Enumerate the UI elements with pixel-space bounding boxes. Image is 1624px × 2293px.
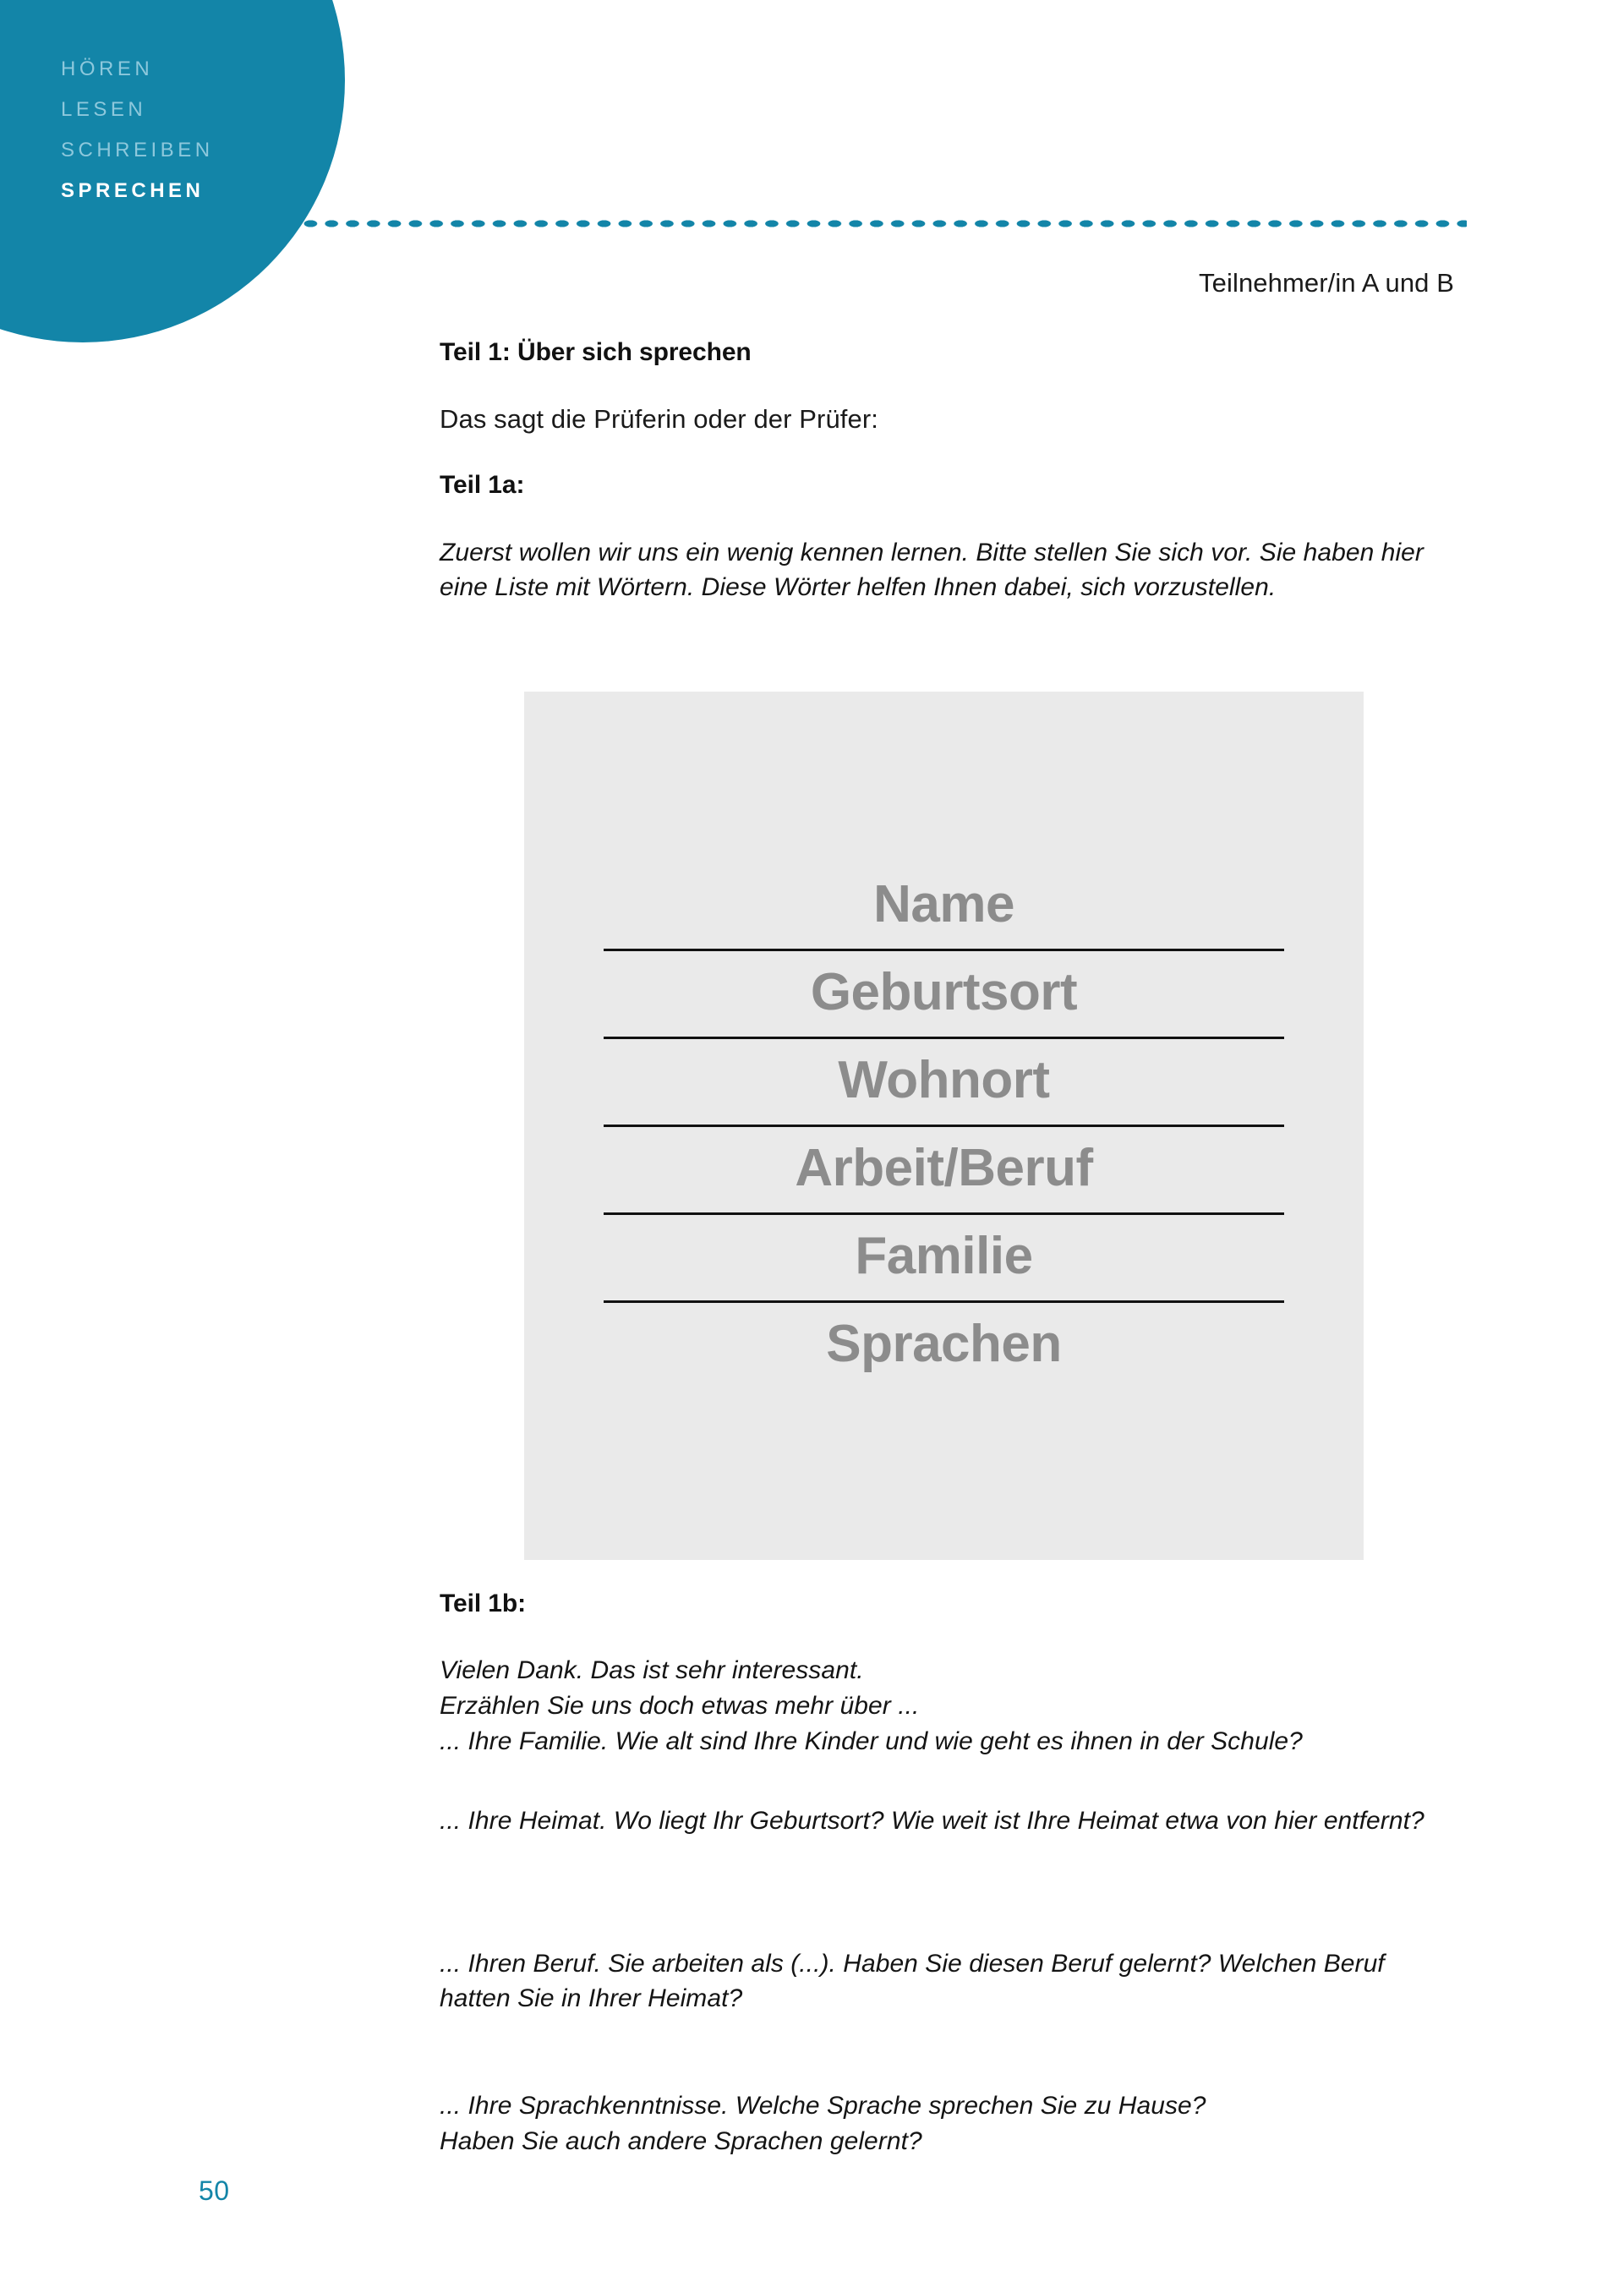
part-1a-instruction: Zuerst wollen wir uns ein wenig kennen lernen. Bitte stellen Sie sich vor. Sie haben hier eine Liste mit Wörtern. Diese Wörter helfen Ihnen dabei, sich vorzustellen. [440, 539, 1424, 602]
skill-item-lesen: LESEN [61, 98, 147, 121]
skill-list [61, 59, 214, 201]
word-item-name: Name [873, 875, 1014, 933]
part-1b-paragraph-heimat: ... Ihre Heimat. Wo liegt Ihr Geburtsort? Wie weit ist Ihre Heimat etwa von hier entfernt? [440, 1807, 1424, 1835]
part-1b-line-3: ... Ihre Familie. Wie alt sind Ihre Kinder und wie geht es ihnen in der Schule? [440, 1727, 1303, 1755]
skill-item-hoeren: HÖREN [61, 57, 154, 80]
examiner-intro-text: Das sagt die Prüferin oder der Prüfer: [440, 404, 878, 434]
dotted-divider [300, 218, 1467, 229]
part-1a-heading: Teil 1a: [440, 471, 525, 499]
word-item-arbeit-beruf: Arbeit/Beruf [795, 1139, 1093, 1197]
word-item-geburtsort: Geburtsort [810, 963, 1078, 1021]
part-1b-line-2: Erzählen Sie uns doch etwas mehr über ... [440, 1692, 920, 1720]
skill-item-schreiben: SCHREIBEN [61, 139, 214, 161]
part-1b-line-1: Vielen Dank. Das ist sehr interessant. [440, 1656, 864, 1684]
page-number: 50 [199, 2175, 230, 2206]
skill-item-sprechen: SPRECHEN [61, 179, 205, 202]
part-1b-final-line-1: ... Ihre Sprachkenntnisse. Welche Sprache sprechen Sie zu Hause? [440, 2092, 1206, 2120]
part-1b-heading: Teil 1b: [440, 1590, 526, 1617]
word-item-wohnort: Wohnort [838, 1051, 1050, 1109]
word-list-box [524, 692, 1364, 1560]
word-item-familie: Familie [855, 1227, 1033, 1285]
word-item-sprachen: Sprachen [826, 1315, 1062, 1373]
part-1b-paragraph-beruf: ... Ihren Beruf. Sie arbeiten als (...). Haben Sie diesen Beruf gelernt? Welchen Beruf hatten Sie in Ihrer Heimat? [440, 1950, 1385, 2013]
page-title: Teil 1: Über sich sprechen [440, 338, 752, 366]
participants-label: Teilnehmer/in A und B [1199, 268, 1454, 298]
part-1b-final-line-2: Haben Sie auch andere Sprachen gelernt? [440, 2127, 922, 2155]
